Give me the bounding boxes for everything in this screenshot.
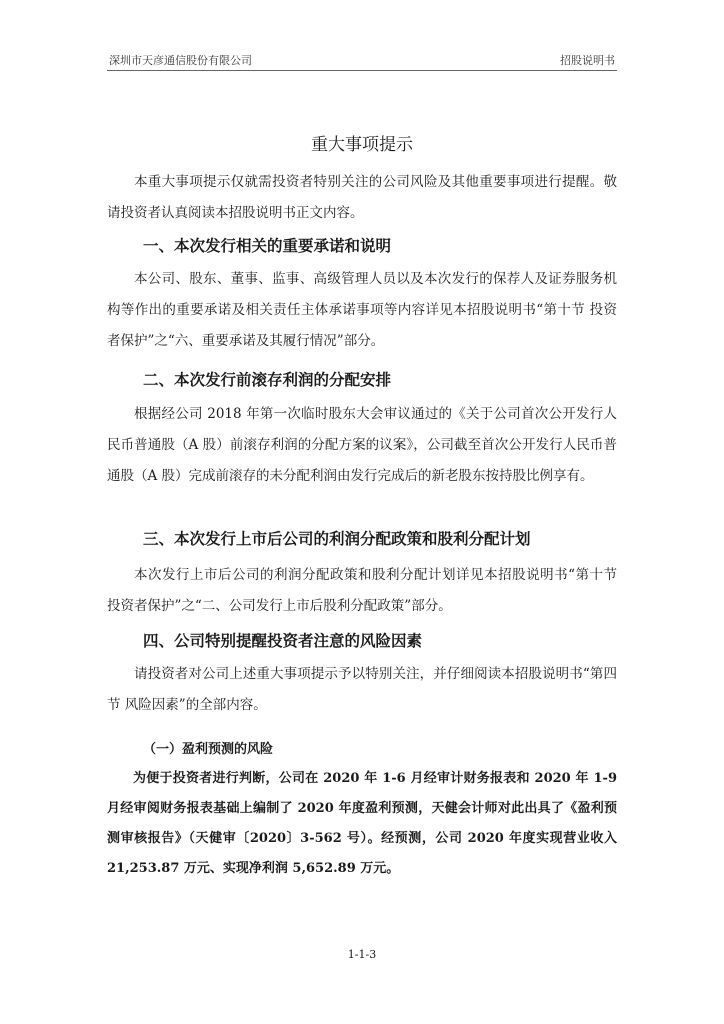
document-type: 招股说明书 [560, 54, 615, 67]
section-1-body: 本公司、股东、董事、监事、高级管理人员以及本次发行的保荐人及证券服务机构等作出的重要承诺及相关责任主体承诺事项等内容详见本招股说明书“第十节 投资者保护”之“六、重要承诺及其履行情况”部分。 [107, 271, 617, 349]
subsection-heading: （一）盈利预测的风险 [143, 742, 274, 757]
section-2-body: 根据经公司 2018 年第一次临时股东大会审议通过的《关于公司首次公开发行人民币普通股（A 股）前滚存利润的分配方案的议案》，公司截至首次公开发行人民币普通股（A 股）完成前滚存的未分配利润由发行完成后的新老股东按持股比例享有。 [107, 406, 617, 484]
page-title: 重大事项提示 [311, 135, 413, 155]
section-3-heading: 三、本次发行上市后公司的利润分配政策和股利分配计划 [143, 530, 531, 548]
company-name: 深圳市天彦通信股份有限公司 [109, 54, 252, 67]
subsection-body: 为便于投资者进行判断，公司在 2020 年 1-6 月经审计财务报表和 2020 年 1-9 月经审阅财务报表基础上编制了 2020 年度盈利预测，天健会计师对此出具了《盈利预测审核报告》（天健审〔2020〕3-562 号）。经预测，公司 2020 年度实现营业收入 21,253.87 万元、实现净利润 5,652.89 万元。 [107, 771, 617, 876]
section-2-heading: 二、本次发行前滚存利润的分配安排 [143, 371, 392, 389]
page-number: 1-1-3 [347, 948, 377, 961]
page-header [107, 50, 617, 71]
section-1-heading: 一、本次发行相关的重要承诺和说明 [143, 237, 392, 255]
section-4-body: 请投资者对公司上述重大事项提示予以特别关注，并仔细阅读本招股说明书“第四节 风险因素”的全部内容。 [107, 666, 617, 713]
intro-paragraph: 本重大事项提示仅就需投资者特别关注的公司风险及其他重要事项进行提醒。敬请投资者认真阅读本招股说明书正文内容。 [107, 174, 617, 221]
section-3-body: 本次发行上市后公司的利润分配政策和股利分配计划详见本招股说明书“第十节 投资者保护”之“二、公司发行上市后股利分配政策”部分。 [107, 567, 617, 614]
section-4-heading: 四、公司特别提醒投资者注意的风险因素 [143, 632, 423, 650]
